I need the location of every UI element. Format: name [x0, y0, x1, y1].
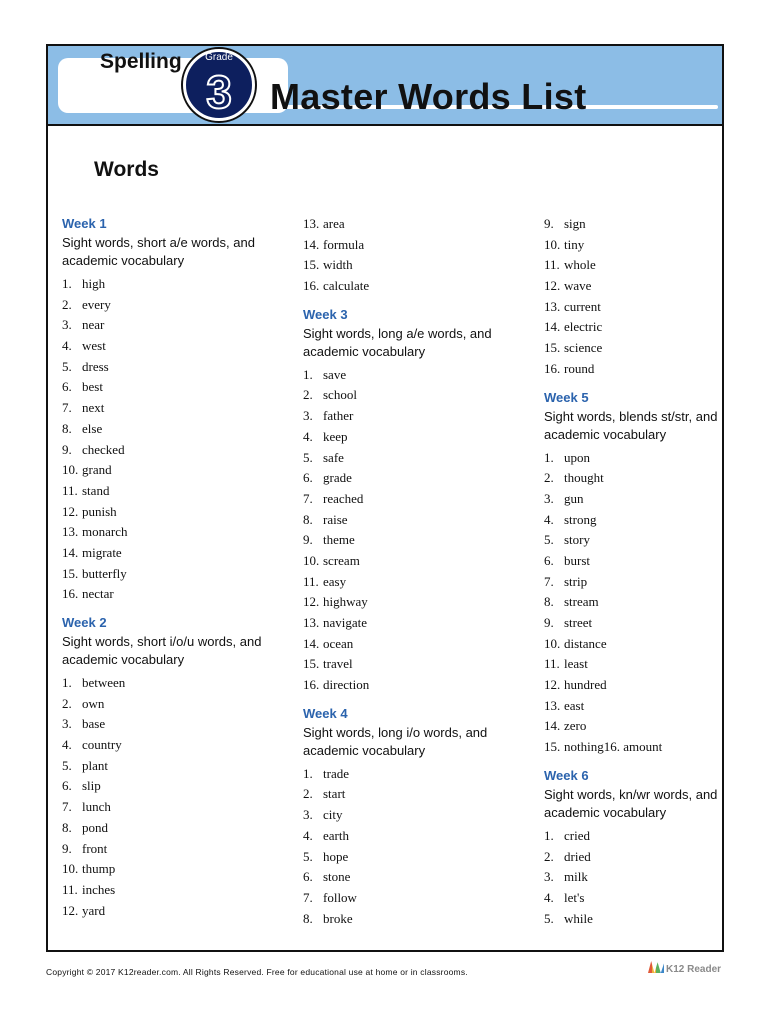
- word-number: 5.: [62, 358, 72, 374]
- word-item: [62, 776, 287, 797]
- word-list: [544, 826, 724, 929]
- word-item: [544, 716, 724, 737]
- word-text: near: [82, 317, 105, 333]
- word-number: 11.: [544, 257, 560, 273]
- word-number: 7.: [303, 889, 313, 905]
- word-list: [62, 274, 287, 605]
- word-text: street: [564, 615, 593, 630]
- section-heading: Words: [94, 158, 159, 181]
- word-item: [544, 297, 724, 318]
- word-item: [303, 489, 528, 510]
- word-item: [303, 448, 528, 469]
- word-text: plant: [82, 757, 108, 773]
- grade-label: Grade: [205, 52, 233, 63]
- word-text: milk: [564, 869, 588, 885]
- word-number: 5.: [303, 848, 313, 864]
- word-item: [544, 551, 724, 572]
- word-text: gun: [564, 490, 584, 506]
- word-text: nothing16. amount: [564, 739, 663, 755]
- week-description: Sight words, short i/o/u words, and academic vocabulary: [62, 634, 262, 667]
- word-text: trade: [323, 765, 349, 781]
- word-item: [303, 406, 528, 427]
- word-text: raise: [323, 511, 348, 527]
- word-number: 6.: [62, 778, 72, 794]
- week-title: Week 6: [544, 767, 589, 783]
- word-text: punish: [82, 503, 117, 519]
- word-item: [62, 398, 287, 419]
- word-item: [544, 847, 724, 868]
- word-number: 7.: [544, 573, 554, 589]
- word-number: 3.: [544, 490, 554, 506]
- word-number: 14.: [303, 236, 320, 252]
- word-item: [544, 613, 724, 634]
- week-title: Week 3: [303, 306, 348, 322]
- word-number: 13.: [303, 216, 320, 231]
- word-text: keep: [323, 428, 348, 444]
- word-item: [544, 592, 724, 613]
- word-number: 13.: [544, 298, 561, 314]
- word-item: [303, 551, 528, 572]
- word-text: inches: [82, 881, 116, 897]
- word-item: [544, 675, 724, 696]
- word-text: east: [564, 697, 585, 713]
- logo-text: K12 Reader: [666, 964, 722, 975]
- word-text: monarch: [82, 524, 128, 540]
- word-number: 5.: [544, 910, 554, 926]
- word-text: strip: [564, 573, 588, 589]
- word-item: [303, 255, 528, 276]
- week-description: Sight words, short a/e words, and academic vocabulary: [62, 235, 255, 268]
- word-text: distance: [564, 635, 607, 651]
- word-number: 4.: [62, 737, 72, 753]
- word-text: tiny: [564, 236, 585, 252]
- word-item: [544, 276, 724, 297]
- word-item: [544, 654, 724, 675]
- word-item: [303, 784, 528, 805]
- word-item: [544, 826, 724, 847]
- word-item: [62, 564, 287, 585]
- word-number: 13.: [303, 615, 320, 630]
- word-number: 15.: [303, 257, 320, 273]
- word-number: 15.: [544, 340, 561, 356]
- week-title: Week 5: [544, 389, 589, 405]
- word-number: 15.: [544, 739, 561, 755]
- word-list: [544, 214, 724, 380]
- word-item: [62, 295, 287, 316]
- word-number: 9.: [303, 532, 313, 548]
- k12reader-logo: [648, 961, 721, 975]
- word-text: stone: [323, 869, 351, 885]
- word-text: calculate: [323, 278, 370, 294]
- word-list: [62, 673, 287, 921]
- word-number: 7.: [303, 490, 313, 506]
- word-number: 10.: [544, 635, 561, 651]
- word-text: front: [82, 840, 108, 856]
- page-title: Master Words List: [270, 76, 587, 117]
- word-item: [62, 377, 287, 398]
- word-text: butterfly: [82, 565, 127, 581]
- word-item: [62, 859, 287, 880]
- word-number: 9.: [62, 840, 72, 856]
- word-item: [544, 572, 724, 593]
- word-text: electric: [564, 319, 603, 335]
- word-text: zero: [564, 718, 587, 734]
- word-list: [303, 214, 528, 297]
- word-number: 8.: [544, 594, 554, 610]
- word-text: story: [564, 532, 590, 548]
- word-number: 4.: [544, 889, 554, 905]
- word-text: start: [323, 786, 346, 802]
- word-item: [544, 468, 724, 489]
- word-item: [62, 419, 287, 440]
- word-number: 9.: [544, 615, 554, 630]
- word-item: [544, 317, 724, 338]
- word-text: direction: [323, 677, 370, 693]
- word-item: [62, 880, 287, 901]
- word-text: else: [82, 420, 103, 436]
- word-text: sign: [564, 216, 586, 231]
- word-number: 1.: [544, 827, 554, 843]
- word-number: 7.: [62, 799, 72, 815]
- worksheet-frame: [46, 44, 724, 952]
- word-number: 3.: [303, 807, 313, 823]
- word-number: 5.: [303, 449, 313, 465]
- word-number: 9.: [62, 441, 72, 457]
- week-description: Sight words, kn/wr words, and academic vocabulary: [544, 786, 718, 820]
- word-item: [303, 385, 528, 406]
- word-item: [544, 448, 724, 469]
- word-text: let's: [564, 889, 585, 905]
- word-item: [544, 696, 724, 717]
- word-text: own: [82, 695, 105, 711]
- word-item: [62, 357, 287, 378]
- word-item: [62, 818, 287, 839]
- word-item: [303, 592, 528, 613]
- word-text: base: [82, 716, 106, 732]
- word-item: [62, 502, 287, 523]
- word-item: [303, 805, 528, 826]
- word-text: reached: [323, 490, 364, 506]
- word-text: formula: [323, 236, 365, 252]
- word-number: 8.: [303, 910, 313, 926]
- word-item: [303, 764, 528, 785]
- word-text: thought: [564, 470, 604, 486]
- word-item: [62, 522, 287, 543]
- word-text: pond: [82, 819, 108, 835]
- word-number: 8.: [62, 819, 72, 835]
- word-text: earth: [323, 827, 349, 843]
- word-text: strong: [564, 511, 597, 527]
- word-number: 3.: [62, 716, 72, 732]
- word-number: 12.: [62, 503, 79, 519]
- word-item: [62, 735, 287, 756]
- word-item: [62, 714, 287, 735]
- word-column-1: [62, 214, 287, 921]
- word-number: 15.: [62, 565, 79, 581]
- word-item: [62, 839, 287, 860]
- word-item: [544, 634, 724, 655]
- word-text: nectar: [82, 586, 114, 602]
- word-text: stand: [82, 482, 110, 498]
- word-item: [544, 489, 724, 510]
- word-item: [303, 214, 528, 235]
- word-item: [544, 888, 724, 909]
- word-number: 10.: [303, 552, 320, 568]
- week-title: Week 4: [303, 705, 348, 721]
- logo-icon: [648, 961, 664, 973]
- word-item: [303, 847, 528, 868]
- word-number: 6.: [303, 470, 313, 486]
- word-text: safe: [323, 449, 344, 465]
- word-text: follow: [323, 889, 357, 905]
- word-item: [544, 909, 724, 930]
- word-text: save: [323, 366, 347, 382]
- word-item: [303, 427, 528, 448]
- word-text: wave: [564, 278, 592, 294]
- word-item: [62, 543, 287, 564]
- word-number: 10.: [544, 236, 561, 252]
- word-item: [303, 634, 528, 655]
- word-item: [303, 675, 528, 696]
- word-number: 3.: [62, 317, 72, 333]
- word-number: 12.: [544, 677, 561, 693]
- word-item: [62, 440, 287, 461]
- word-item: [303, 867, 528, 888]
- word-column-2: [303, 214, 528, 929]
- word-number: 12.: [544, 278, 561, 294]
- grade-number: 3: [206, 66, 232, 118]
- word-text: school: [323, 387, 357, 403]
- word-text: while: [564, 910, 593, 926]
- word-number: 8.: [303, 511, 313, 527]
- word-text: burst: [564, 552, 590, 568]
- word-number: 4.: [62, 338, 72, 354]
- word-item: [303, 909, 528, 930]
- word-item: [544, 214, 724, 235]
- word-number: 15.: [303, 656, 320, 672]
- word-item: [62, 315, 287, 336]
- word-number: 5.: [544, 532, 554, 548]
- word-item: [303, 510, 528, 531]
- word-item: [62, 336, 287, 357]
- word-text: round: [564, 360, 595, 376]
- word-text: ocean: [323, 635, 354, 651]
- word-text: easy: [323, 573, 347, 589]
- word-number: 14.: [303, 635, 320, 651]
- word-number: 1.: [62, 276, 72, 291]
- word-text: dried: [564, 848, 591, 864]
- word-list: [544, 448, 724, 758]
- word-text: dress: [82, 358, 109, 374]
- word-text: city: [323, 807, 343, 823]
- word-item: [544, 235, 724, 256]
- word-number: 4.: [544, 511, 554, 527]
- week-title: Week 1: [62, 216, 107, 231]
- word-item: [62, 584, 287, 605]
- word-number: 14.: [544, 718, 561, 734]
- word-number: 2.: [62, 296, 72, 312]
- word-number: 14.: [62, 544, 79, 560]
- word-number: 2.: [62, 695, 72, 711]
- word-list: [303, 764, 528, 930]
- word-number: 3.: [544, 869, 554, 885]
- week-description: Sight words, long i/o words, and academic vocabulary: [303, 724, 488, 758]
- word-item: [62, 797, 287, 818]
- word-item: [303, 654, 528, 675]
- word-item: [544, 510, 724, 531]
- word-number: 6.: [62, 379, 72, 395]
- word-number: 11.: [62, 482, 78, 498]
- word-number: 6.: [544, 552, 554, 568]
- word-text: slip: [82, 778, 101, 794]
- word-number: 16.: [544, 360, 561, 376]
- word-item: [62, 460, 287, 481]
- word-number: 2.: [303, 786, 313, 802]
- word-item: [303, 276, 528, 297]
- word-text: stream: [564, 594, 599, 610]
- word-text: every: [82, 296, 111, 312]
- word-number: 2.: [303, 387, 313, 403]
- word-number: 11.: [544, 656, 560, 672]
- word-item: [62, 481, 287, 502]
- word-number: 8.: [62, 420, 72, 436]
- week-title: Week 2: [62, 615, 107, 630]
- word-number: 13.: [544, 697, 561, 713]
- word-text: west: [82, 338, 106, 354]
- word-text: hundred: [564, 677, 607, 693]
- word-number: 10.: [62, 462, 79, 478]
- word-item: [62, 673, 287, 694]
- word-number: 12.: [303, 594, 320, 610]
- word-item: [303, 365, 528, 386]
- word-item: [544, 867, 724, 888]
- word-text: cried: [564, 827, 590, 843]
- word-text: theme: [323, 532, 355, 548]
- word-text: highway: [323, 594, 368, 610]
- word-text: current: [564, 298, 601, 314]
- word-text: yard: [82, 902, 106, 918]
- word-text: grade: [323, 470, 352, 486]
- word-item: [303, 572, 528, 593]
- word-number: 4.: [303, 428, 313, 444]
- word-item: [544, 338, 724, 359]
- word-item: [62, 901, 287, 922]
- word-item: [544, 530, 724, 551]
- word-text: high: [82, 276, 106, 291]
- word-text: whole: [564, 257, 596, 273]
- word-text: thump: [82, 861, 116, 877]
- word-item: [303, 826, 528, 847]
- word-text: scream: [323, 552, 360, 568]
- copyright-footer: Copyright © 2017 K12reader.com. All Rights Reserved. Free for educational use at home or in classrooms.: [46, 967, 468, 977]
- word-text: travel: [323, 656, 353, 672]
- word-number: 4.: [303, 827, 313, 843]
- word-item: [544, 737, 724, 758]
- word-item: [62, 694, 287, 715]
- word-number: 6.: [303, 869, 313, 885]
- word-text: father: [323, 408, 354, 424]
- word-number: 11.: [303, 573, 319, 589]
- word-item: [303, 468, 528, 489]
- word-text: lunch: [82, 799, 111, 815]
- word-number: 7.: [62, 400, 72, 416]
- word-number: 9.: [544, 216, 554, 231]
- word-number: 1.: [303, 765, 313, 781]
- word-item: [303, 235, 528, 256]
- word-number: 1.: [62, 675, 72, 690]
- week-description: Sight words, blends st/str, and academic vocabulary: [544, 408, 718, 442]
- word-number: 12.: [62, 902, 79, 918]
- word-number: 13.: [62, 524, 79, 540]
- word-item: [544, 359, 724, 380]
- word-text: broke: [323, 910, 353, 926]
- word-text: science: [564, 340, 603, 356]
- word-text: navigate: [323, 615, 368, 630]
- word-item: [544, 255, 724, 276]
- grade-badge: [183, 49, 255, 121]
- word-number: 5.: [62, 757, 72, 773]
- word-item: [62, 274, 287, 295]
- word-number: 2.: [544, 470, 554, 486]
- word-text: next: [82, 400, 105, 416]
- word-number: 11.: [62, 881, 78, 897]
- word-number: 1.: [303, 366, 313, 382]
- word-number: 3.: [303, 408, 313, 424]
- word-number: 14.: [544, 319, 561, 335]
- word-text: hope: [323, 848, 349, 864]
- word-text: checked: [82, 441, 125, 457]
- week-description: Sight words, long a/e words, and academic vocabulary: [303, 325, 492, 359]
- word-text: upon: [564, 449, 590, 465]
- word-item: [62, 756, 287, 777]
- word-number: 1.: [544, 449, 554, 465]
- word-number: 16.: [303, 677, 320, 693]
- word-number: 2.: [544, 848, 554, 864]
- word-text: migrate: [82, 544, 122, 560]
- word-text: least: [564, 656, 588, 672]
- word-text: country: [82, 737, 122, 753]
- word-column-3: [544, 214, 724, 929]
- word-number: 16.: [62, 586, 79, 602]
- header-banner: [48, 46, 722, 126]
- word-item: [303, 888, 528, 909]
- word-text: area: [323, 216, 345, 231]
- word-list: [303, 365, 528, 696]
- spelling-label: Spelling: [100, 50, 182, 73]
- word-item: [303, 613, 528, 634]
- word-number: 10.: [62, 861, 79, 877]
- word-number: 16.: [303, 278, 320, 294]
- word-text: width: [323, 257, 353, 273]
- word-text: between: [82, 675, 126, 690]
- word-text: grand: [82, 462, 112, 478]
- word-item: [303, 530, 528, 551]
- word-text: best: [82, 379, 103, 395]
